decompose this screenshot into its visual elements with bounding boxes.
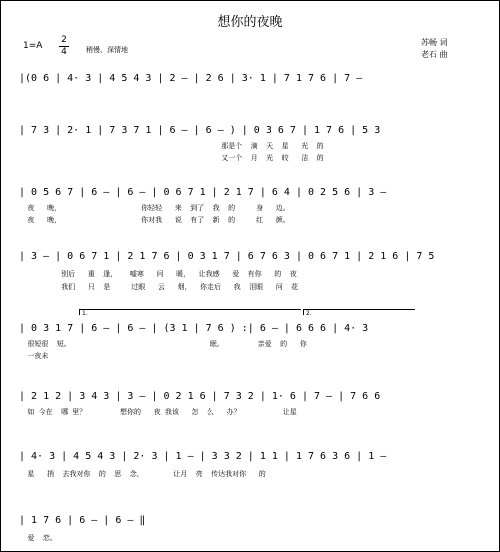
notation-row-2: | 7 3 | 2· 1 | 7 3 7 1 | 6 – | 6 – ) | 0 3 6 7 | 1 7 6 | 5 3 <box>19 125 381 136</box>
notation-row-7: | 4· 3 | 4 5 4 3 | 2· 3 | 1 – | 3 3 2 | 1 1 | 1 7 6 3 6 | 1 – <box>19 451 387 462</box>
tempo-marking: 稍慢、深情地 <box>86 46 128 54</box>
lyrics-row-8: 爱 恋。 <box>19 534 57 542</box>
lyrics-row-3-verse-2: 夜 晚， 你对我 说 有了 新 的 红 颜。 <box>19 216 290 224</box>
lyrics-row-6: 如 今在 哪 里？ 想你的 夜 我该 怎 么 办？ 让星 <box>19 408 297 416</box>
second-ending-number: 2. <box>306 310 312 317</box>
lyrics-row-5-verse-2: 一夜未 <box>19 352 49 360</box>
notation-row-6: | 2 1 2 | 3 4 3 | 3 – | 0 2 1 6 | 7 3 2 | 1· 6 | 7 – | 7 6 6 <box>19 391 381 402</box>
lyrics-row-2-verse-1: 那是个 滴 天 星 光 的 <box>19 142 324 150</box>
lyrics-row-5-verse-1: 很短很 短。 眠。 亲爱 的 你 <box>19 340 307 348</box>
notation-row-1: |(0 6 | 4· 3 | 4 5 4 3 | 2 – | 2 6 | 3· 1 | 7 1 7 6 | 7 – <box>19 73 363 84</box>
lyrics-row-4-verse-1: 别后 重 逢， 嘘寒 问 暖， 让我感 爱 有你 的 夜 <box>19 270 297 278</box>
second-ending-bracket <box>303 309 415 310</box>
lyrics-row-3-verse-1: 夜 晚， 你轻轻 来 到了 我 的 身 边。 <box>19 204 290 212</box>
lyrics-row-7: 星 捎 去我对你 的 思 念， 让月 亮 传达我对你 的 <box>19 470 266 478</box>
meter-top: 2 <box>61 35 67 45</box>
composer-credit: 老石 曲 <box>421 50 448 59</box>
lyrics-row-2-verse-2: 又一个 月 光 皎 洁 的 <box>19 154 324 162</box>
notation-row-5: | 0 3 1 7 | 6 – | 6 – | (3 1 | 7 6 ) :| 6 – | 6 6 6 | 4· 3 <box>19 323 369 334</box>
song-title: 想你的夜晚 <box>217 15 283 30</box>
key-signature: 1=A <box>23 41 43 51</box>
notation-row-3: | 0 5 6 7 | 6 – | 6 – | 0 6 7 1 | 2 1 7 | 6 4 | 0 2 5 6 | 3 – <box>19 187 387 198</box>
notation-row-8: | 1 7 6 | 6 – | 6 – ‖ <box>19 515 146 526</box>
time-signature <box>59 36 69 57</box>
lyrics-row-4-verse-2: 我们 只 是 过眼 云 烟， 你走后 我 泪眼 问 花 <box>19 283 299 291</box>
lyricist-credit: 苏畅 词 <box>421 38 448 47</box>
notation-row-4: | 3 – | 0 6 7 1 | 2 1 7 6 | 0 3 1 7 | 6 7 6 3 | 0 6 7 1 | 2 1 6 | 7 5 <box>19 251 435 262</box>
meter-bottom: 4 <box>61 47 67 57</box>
first-ending-number: 1. <box>82 310 88 317</box>
first-ending-bracket <box>79 309 301 310</box>
